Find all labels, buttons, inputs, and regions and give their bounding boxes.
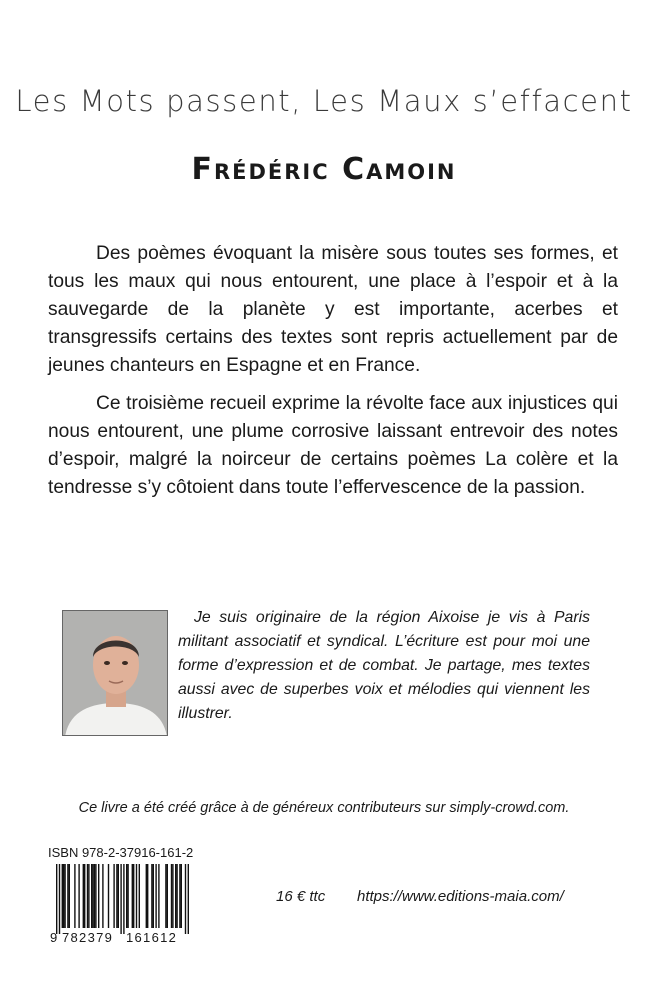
barcode-bar	[67, 864, 68, 928]
barcode-bar	[139, 864, 140, 928]
barcode-bar	[147, 864, 148, 928]
barcode	[48, 864, 190, 944]
barcode-bar	[116, 864, 117, 928]
barcode-bar	[158, 864, 159, 928]
barcode-bar	[59, 864, 60, 934]
barcode-bar	[113, 864, 114, 928]
barcode-bar	[136, 864, 137, 928]
crowdfunding-credits: Ce livre a été créé grâce à de généreux contributeurs sur simply-crowd.com.	[78, 800, 570, 816]
barcode-bar	[167, 864, 168, 928]
barcode-bar	[153, 864, 154, 928]
isbn-label: ISBN 978-2-37916-161-2	[48, 845, 194, 860]
barcode-bar	[146, 864, 147, 928]
barcode-bar	[95, 864, 96, 928]
barcode-bar	[62, 864, 63, 928]
author-name: Frédéric Camoin	[191, 152, 457, 187]
barcode-bar	[56, 864, 57, 934]
barcode-bar	[78, 864, 79, 928]
barcode-bar	[98, 864, 99, 928]
barcode-bar	[91, 864, 92, 928]
author-bio: Je suis originaire de la région Aixoise je vis à Paris militant associatif et syndical. L’écriture est pour moi une forme d’expression et de combat. Je partage, mes textes aussi avec de superbes voix et mélodies qui viennent les illustrer.	[178, 609, 590, 722]
barcode-bar	[74, 864, 75, 928]
barcode-bar	[185, 864, 186, 934]
author-photo	[62, 610, 168, 736]
barcode-bar	[64, 864, 65, 928]
price: 16 € ttc	[276, 888, 326, 905]
barcode-bar	[87, 864, 88, 928]
barcode-bar	[126, 864, 127, 928]
barcode-bar	[83, 864, 84, 928]
barcode-bar	[94, 864, 95, 928]
barcode-bar	[188, 864, 189, 934]
barcode-bar	[172, 864, 173, 928]
barcode-bar	[179, 864, 180, 928]
barcode-bar	[88, 864, 89, 928]
barcode-bar	[155, 864, 156, 928]
barcode-bar	[175, 864, 176, 928]
barcode-digit-first: 9	[50, 930, 58, 944]
barcode-bar	[118, 864, 119, 928]
barcode-bar	[176, 864, 177, 928]
barcode-bar	[69, 864, 70, 928]
synopsis-paragraph-1: Des poèmes évoquant la misère sous toutes ses formes, et tous les maux qui nous entourent, une place à l’espoir et à la sauvegarde de la planète y est importante, acerbes et transgressifs certains des textes sont repris actuellement par de jeunes chanteurs en Espagne et en France.	[48, 243, 618, 376]
barcode-bar	[165, 864, 166, 928]
barcode-bar	[120, 864, 121, 934]
publisher-website[interactable]: https://www.editions-maia.com/	[357, 888, 564, 905]
barcode-bar	[151, 864, 152, 928]
synopsis-paragraph-2: Ce troisième recueil exprime la révolte face aux injustices qui nous entourent, une plume corrosive laissant entrevoir des notes d’espoir, malgré la noirceur de certains poèmes La colère et la tendresse s’y côtoient dans toute l’effervescence de la passion.	[48, 393, 618, 498]
book-title: Les Mots passent, Les Maux s’effacent	[15, 84, 633, 118]
barcode-digits-left: 782379	[62, 930, 114, 944]
author-portrait-icon	[63, 611, 168, 736]
barcode-bar	[123, 864, 124, 934]
barcode-bar	[92, 864, 93, 928]
barcode-bar	[133, 864, 134, 928]
barcode-bar	[84, 864, 85, 928]
barcode-bar	[171, 864, 172, 928]
barcode-bar	[127, 864, 128, 928]
barcode-bar	[108, 864, 109, 928]
barcode-bar	[63, 864, 64, 928]
barcode-bar	[102, 864, 103, 928]
barcode-bar	[132, 864, 133, 928]
barcode-bar	[181, 864, 182, 928]
barcode-digits-right: 161612	[126, 930, 178, 944]
synopsis	[48, 240, 618, 512]
